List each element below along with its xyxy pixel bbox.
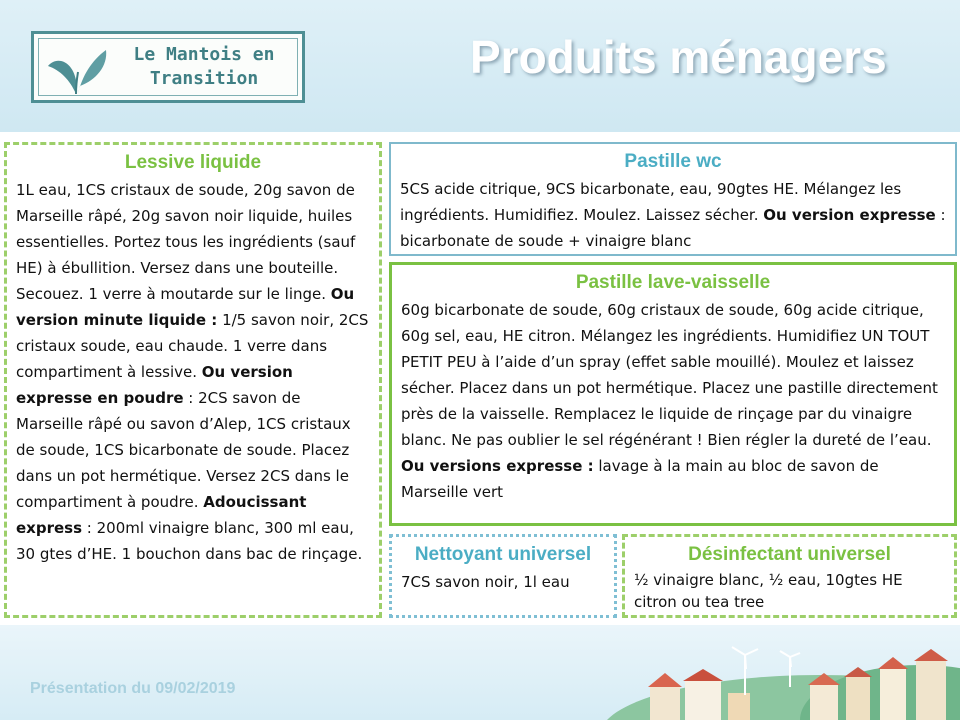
nettoyant-text: 7CS savon noir, 1l eau — [401, 573, 570, 591]
wc-title: Pastille wc — [624, 151, 722, 172]
lave-bold-1: Ou versions expresse : — [401, 457, 594, 475]
lessive-bold-2: Ou version expresse en poudre — [16, 363, 293, 407]
wc-text — [400, 176, 946, 254]
lessive-text-1: 1L eau, 1CS cristaux de soude, 20g savon de Marseille râpé, 20g savon noir liquide, huiles essentielles. Portez tous les ingrédients (sauf HE) à ébullition. Versez dans une bouteille. Secouez. 1 verre à moutarde sur le linge. — [16, 181, 356, 303]
town-illustration — [560, 625, 960, 720]
lessive-text-4: : 200ml vinaigre blanc, 300 ml eau, 30 gtes d’HE. 1 bouchon dans bac de rinçage. — [16, 519, 363, 563]
wc-text-2: : bicarbonate de soude + vinaigre blanc — [400, 206, 946, 250]
nettoyant-universel-box — [389, 534, 617, 618]
pastille-wc-box — [389, 142, 957, 256]
leaf-icon — [42, 40, 112, 96]
presentation-date: Présentation du 09/02/2019 — [30, 680, 236, 697]
logo — [31, 31, 305, 103]
lave-text-1: 60g bicarbonate de soude, 60g cristaux de soude, 60g acide citrique, 60g sel, eau, HE citron. Mélangez les ingrédients. Humidifiez UN TOUT PETIT PEU à l’aide d’un spray (effet sable mouillé). Moulez et laissez sécher. Placez dans un pot hermétique. Placez une pastille directement près de la vaisselle. Remplacez le liquide de rinçage par du vinaigre blanc. Ne pas oublier le sel régénérant ! Bien régler la dureté de l’eau. — [401, 301, 938, 449]
wc-text-1: 5CS acide citrique, 9CS bicarbonate, eau, 90gtes HE. Mélangez les ingrédients. Humidifiez. Moulez. Laissez sécher. — [400, 180, 902, 224]
lave-title: Pastille lave-vaisselle — [575, 272, 771, 293]
lave-text — [401, 297, 945, 505]
desinfectant-text: ½ vinaigre blanc, ½ eau, 10gtes HE citron ou tea tree — [634, 571, 903, 611]
lessive-title: Lessive liquide — [124, 152, 262, 173]
footer-band — [0, 625, 960, 720]
desinfectant-title: Désinfectant universel — [688, 544, 891, 565]
wc-bold-1: Ou version expresse — [763, 206, 936, 224]
desinfectant-universel-box — [622, 534, 957, 618]
logo-text-line1: Le Mantois en — [133, 44, 275, 65]
logo-text-line2: Transition — [149, 68, 259, 89]
logo-text — [114, 43, 294, 91]
page-title: Produits ménagers — [470, 31, 887, 83]
lessive-text — [16, 177, 370, 567]
lessive-text-2: 1/5 savon noir, 2CS cristaux soude, eau chaude. 1 verre dans compartiment à lessive. — [16, 311, 369, 381]
nettoyant-title: Nettoyant universel — [414, 544, 592, 565]
lessive-liquide-box — [4, 142, 382, 618]
pastille-lave-vaisselle-box — [389, 262, 957, 526]
lessive-bold-1: Ou version minute liquide : — [16, 285, 355, 329]
lessive-text-3: : 2CS savon de Marseille râpé ou savon d’Alep, 1CS cristaux de soude, 1CS bicarbonate de soude. Placez dans un pot hermétique. Versez 2CS dans le compartiment à poudre. — [16, 389, 351, 511]
lessive-bold-3: Adoucissant express — [16, 493, 307, 537]
lave-text-2: lavage à la main au bloc de savon de Marseille vert — [401, 457, 879, 501]
